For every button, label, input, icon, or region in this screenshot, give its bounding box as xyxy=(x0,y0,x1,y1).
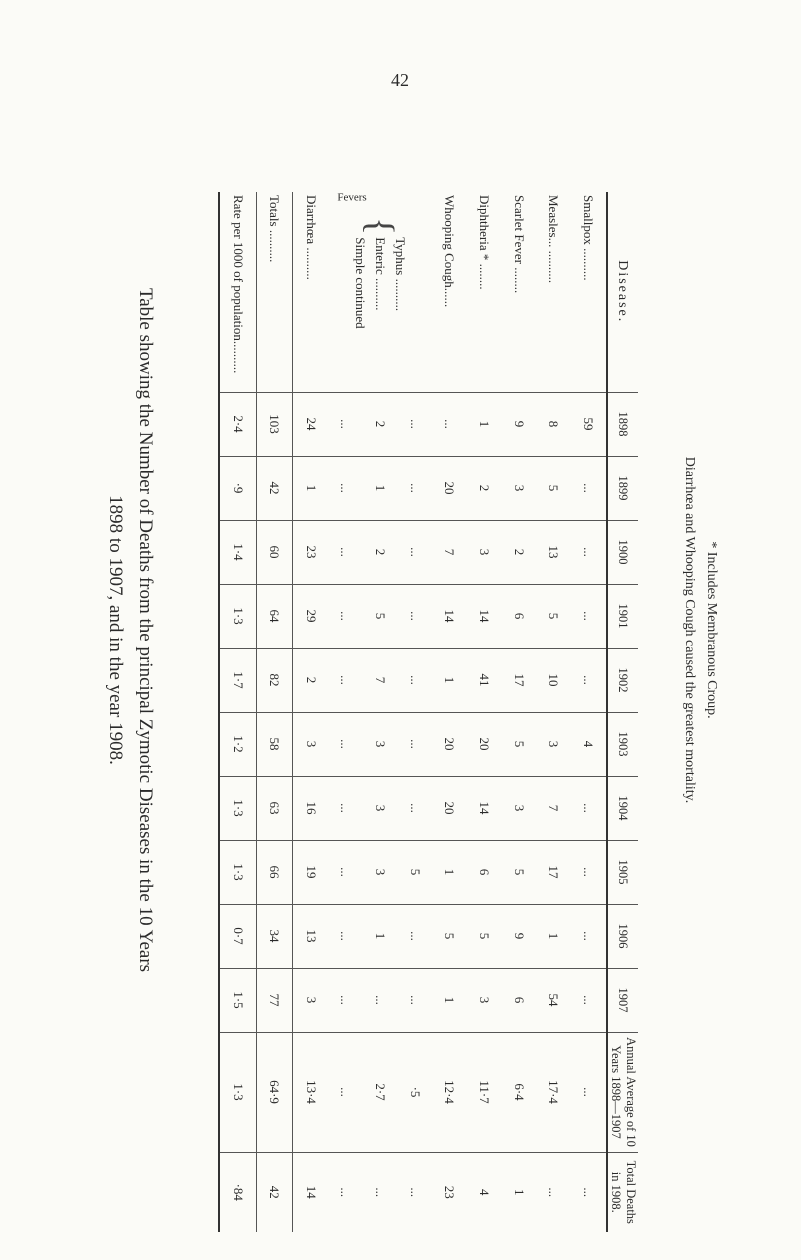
table-row xyxy=(432,192,467,1232)
cell-value: 6 xyxy=(467,840,502,904)
cell-value: ... xyxy=(571,520,607,584)
cell-value: 9 xyxy=(501,392,536,456)
cell-value: 3 xyxy=(467,520,502,584)
disease-label: Simple continued xyxy=(353,237,369,329)
rate-value: 1·4 xyxy=(219,520,256,584)
cell-value: ... xyxy=(571,840,607,904)
rate-value: 1·2 xyxy=(219,712,256,776)
cell-value: 3 xyxy=(467,968,502,1032)
footnote-mortality: Diarrhœa and Whooping Cough caused the greatest mortality. xyxy=(682,456,697,804)
cell-total: 4 xyxy=(467,1152,502,1232)
header-total-1908: Total Deaths in 1908. xyxy=(607,1152,638,1232)
cell-value: ... xyxy=(328,648,363,712)
cell-value: ... xyxy=(397,392,432,456)
cell-value: ... xyxy=(397,968,432,1032)
cell-value: 20 xyxy=(467,712,502,776)
cell-value: 13 xyxy=(536,520,571,584)
cell-value: 1 xyxy=(432,840,467,904)
header-year: 1899 xyxy=(607,456,638,520)
cell-value: 16 xyxy=(293,776,329,840)
cell-total: 23 xyxy=(432,1152,467,1232)
cell-value: 1 xyxy=(363,456,398,520)
cell-value: 3 xyxy=(293,968,329,1032)
cell-value: 10 xyxy=(536,648,571,712)
cell-total: ... xyxy=(328,1152,363,1232)
header-year: 1902 xyxy=(607,648,638,712)
total-value: 63 xyxy=(256,776,292,840)
table-row xyxy=(467,192,502,1232)
rate-value: 1·3 xyxy=(219,584,256,648)
cell-value: ... xyxy=(397,712,432,776)
cell-value: ... xyxy=(397,776,432,840)
totals-label: Totals .......... xyxy=(256,192,292,392)
cell-value: 41 xyxy=(467,648,502,712)
header-year: 1904 xyxy=(607,776,638,840)
cell-value: 23 xyxy=(293,520,329,584)
rate-value: 1·7 xyxy=(219,648,256,712)
cell-value: 1 xyxy=(432,968,467,1032)
total-value: 66 xyxy=(256,840,292,904)
cell-value: 2 xyxy=(293,648,329,712)
cell-average: 6·4 xyxy=(501,1032,536,1152)
cell-total: 1 xyxy=(501,1152,536,1232)
cell-value: 3 xyxy=(501,776,536,840)
mortality-table xyxy=(218,192,638,1232)
cell-value: 20 xyxy=(432,712,467,776)
header-year: 1900 xyxy=(607,520,638,584)
cell-value: 5 xyxy=(501,712,536,776)
cell-value: 54 xyxy=(536,968,571,1032)
cell-value: 5 xyxy=(536,584,571,648)
header-year: 1906 xyxy=(607,904,638,968)
disease-label: Diarrhœa .......... xyxy=(303,195,319,280)
cell-value: ... xyxy=(328,968,363,1032)
total-value: 103 xyxy=(256,392,292,456)
cell-value: 29 xyxy=(293,584,329,648)
cell-value: 14 xyxy=(467,776,502,840)
header-row xyxy=(607,192,638,1232)
cell-value: 7 xyxy=(363,648,398,712)
cell-value: 6 xyxy=(501,584,536,648)
cell-value: ... xyxy=(328,712,363,776)
cell-average: 13·4 xyxy=(293,1032,329,1152)
rate-value: ·9 xyxy=(219,456,256,520)
total-average: 64·9 xyxy=(256,1032,292,1152)
cell-value: 2 xyxy=(501,520,536,584)
cell-value: 17 xyxy=(501,648,536,712)
cell-value: ... xyxy=(328,456,363,520)
cell-value: 8 xyxy=(536,392,571,456)
cell-value: 3 xyxy=(363,840,398,904)
disease-label: Typhus .......... xyxy=(393,237,409,312)
cell-average: 2·7 xyxy=(363,1032,398,1152)
cell-average: 17·4 xyxy=(536,1032,571,1152)
cell-value: ... xyxy=(328,520,363,584)
disease-label: Diphtheria * ........ xyxy=(477,195,493,290)
cell-value: 7 xyxy=(432,520,467,584)
cell-value: ... xyxy=(571,648,607,712)
cell-value: 5 xyxy=(501,840,536,904)
footnotes xyxy=(678,80,722,1180)
header-year: 1901 xyxy=(607,584,638,648)
cell-value: 6 xyxy=(501,968,536,1032)
fevers-subtypes xyxy=(350,237,410,328)
total-value: 34 xyxy=(256,904,292,968)
cell-value: 3 xyxy=(536,712,571,776)
cell-average: ... xyxy=(328,1032,363,1152)
cell-value: 5 xyxy=(363,584,398,648)
cell-value: ... xyxy=(397,584,432,648)
rate-value: 1·3 xyxy=(219,840,256,904)
totals-row xyxy=(256,192,292,1232)
rate-average: 1·3 xyxy=(219,1032,256,1152)
header-year: 1905 xyxy=(607,840,638,904)
table-row xyxy=(397,192,432,1232)
header-year: 1898 xyxy=(607,392,638,456)
cell-value: ... xyxy=(397,456,432,520)
cell-value: ... xyxy=(363,968,398,1032)
page-number: 42 xyxy=(391,70,409,90)
title-line-1: Table showing the Number of Deaths from the principal Zymotic Diseases in the 10 Years xyxy=(135,287,156,973)
brace-icon: { xyxy=(359,217,402,236)
rate-value: 2·4 xyxy=(219,392,256,456)
cell-value: ... xyxy=(328,904,363,968)
table-row xyxy=(293,192,329,1232)
cell-value: 2 xyxy=(363,392,398,456)
rate-value: 0·7 xyxy=(219,904,256,968)
cell-value: 24 xyxy=(293,392,329,456)
cell-value: 5 xyxy=(536,456,571,520)
cell-value: 3 xyxy=(363,712,398,776)
rate-label: Rate per 1000 of population.......... xyxy=(219,192,256,392)
cell-value: ... xyxy=(397,648,432,712)
header-disease: Disease. xyxy=(607,192,638,392)
cell-value: ... xyxy=(397,904,432,968)
cell-value: ... xyxy=(328,776,363,840)
cell-value: 1 xyxy=(467,392,502,456)
cell-total: 14 xyxy=(293,1152,329,1232)
cell-value: 17 xyxy=(536,840,571,904)
disease-label: Scarlet Fever ........ xyxy=(511,195,527,294)
total-value: 77 xyxy=(256,968,292,1032)
cell-value: 5 xyxy=(397,840,432,904)
rate-value: 1·3 xyxy=(219,776,256,840)
cell-average: 11·7 xyxy=(467,1032,502,1152)
cell-value: ... xyxy=(328,840,363,904)
cell-value: 7 xyxy=(536,776,571,840)
cell-total: ... xyxy=(397,1152,432,1232)
cell-average: ·5 xyxy=(397,1032,432,1152)
cell-value: ... xyxy=(397,520,432,584)
disease-label: Whooping Cough...... xyxy=(442,195,458,308)
cell-total: ... xyxy=(363,1152,398,1232)
cell-value: ... xyxy=(571,776,607,840)
cell-average: ... xyxy=(571,1032,607,1152)
total-value: 60 xyxy=(256,520,292,584)
fevers-group xyxy=(328,192,432,392)
total-1908: 42 xyxy=(256,1152,292,1232)
table-row xyxy=(571,192,607,1232)
cell-value: ... xyxy=(432,392,467,456)
cell-value: 1 xyxy=(432,648,467,712)
header-annual-average: Annual Average of 10 Years 1898—1907 xyxy=(607,1032,638,1152)
disease-label: Enteric .......... xyxy=(373,237,389,311)
rate-value: 1·5 xyxy=(219,968,256,1032)
cell-value: 1 xyxy=(293,456,329,520)
footnote-croup: * Includes Membranous Croup. xyxy=(704,541,719,719)
cell-average: 12·4 xyxy=(432,1032,467,1152)
table-row xyxy=(536,192,571,1232)
title-line-2: 1898 to 1907, and in the year 1908. xyxy=(105,495,126,765)
cell-value: 3 xyxy=(501,456,536,520)
cell-value: 3 xyxy=(363,776,398,840)
cell-total: ... xyxy=(536,1152,571,1232)
cell-value: 2 xyxy=(467,456,502,520)
cell-value: ... xyxy=(571,968,607,1032)
disease-label: Measles... .......... xyxy=(546,195,562,284)
disease-label: Smallpox .......... xyxy=(581,195,597,281)
cell-value: 59 xyxy=(571,392,607,456)
fevers-label: Fevers xyxy=(337,191,367,204)
rate-row xyxy=(219,192,256,1232)
cell-value: 1 xyxy=(363,904,398,968)
cell-total: ... xyxy=(571,1152,607,1232)
cell-value: 14 xyxy=(467,584,502,648)
cell-value: ... xyxy=(328,584,363,648)
cell-value: 2 xyxy=(363,520,398,584)
mortality-table-wrapper xyxy=(218,192,638,1232)
cell-value: 1 xyxy=(536,904,571,968)
cell-value: 9 xyxy=(501,904,536,968)
table-title xyxy=(100,130,160,1130)
cell-value: 5 xyxy=(432,904,467,968)
cell-value: 5 xyxy=(467,904,502,968)
cell-value: 19 xyxy=(293,840,329,904)
header-year: 1903 xyxy=(607,712,638,776)
total-value: 42 xyxy=(256,456,292,520)
cell-value: ... xyxy=(571,456,607,520)
total-value: 58 xyxy=(256,712,292,776)
cell-value: 20 xyxy=(432,776,467,840)
cell-value: 14 xyxy=(432,584,467,648)
cell-value: ... xyxy=(328,392,363,456)
table-row xyxy=(501,192,536,1232)
total-value: 64 xyxy=(256,584,292,648)
cell-value: 3 xyxy=(293,712,329,776)
header-year: 1907 xyxy=(607,968,638,1032)
cell-value: 20 xyxy=(432,456,467,520)
total-value: 82 xyxy=(256,648,292,712)
cell-value: ... xyxy=(571,584,607,648)
rate-1908: ·84 xyxy=(219,1152,256,1232)
cell-value: ... xyxy=(571,904,607,968)
cell-value: 4 xyxy=(571,712,607,776)
cell-value: 13 xyxy=(293,904,329,968)
